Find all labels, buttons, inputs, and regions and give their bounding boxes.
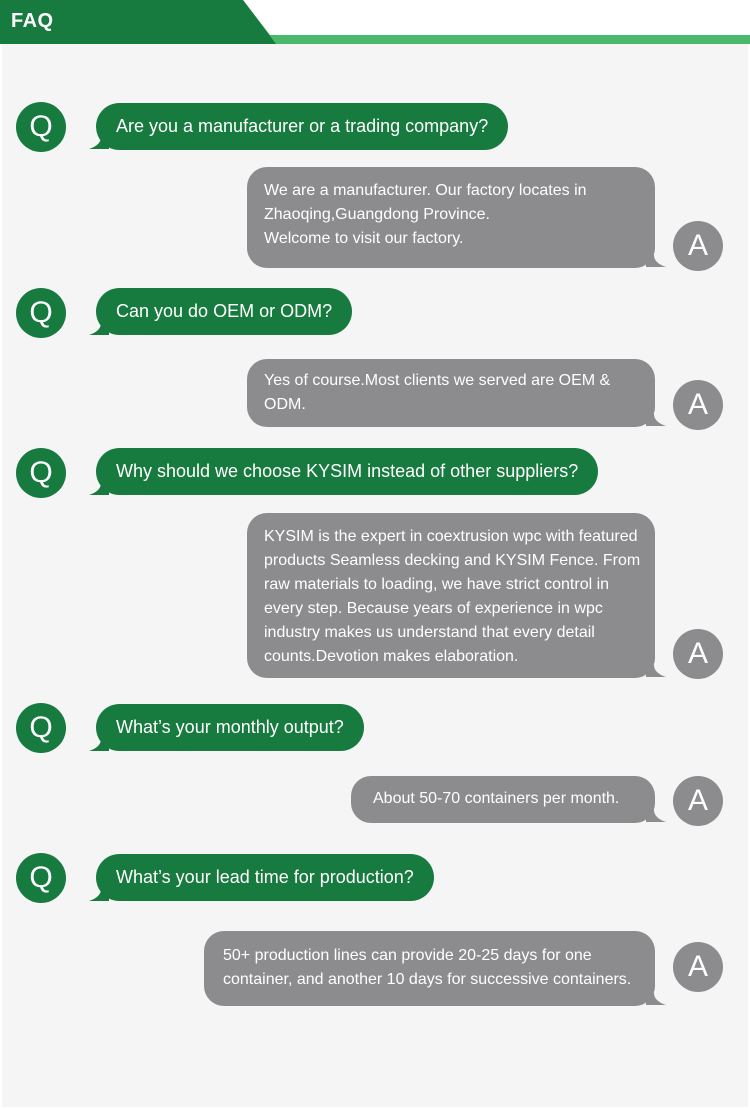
answer-line: 50+ production lines can provide 20-25 days for one (223, 947, 592, 964)
answer-line: raw materials to loading, we have strict control in (264, 576, 610, 593)
answer-line: Welcome to visit our factory. (264, 230, 464, 247)
answer-bubble (247, 359, 655, 427)
answer-line: container, and another 10 days for successive containers. (223, 971, 632, 988)
question-marker: Q (16, 288, 66, 338)
question-marker: Q (16, 102, 66, 152)
question-marker: Q (16, 448, 66, 498)
answer-line: counts.Devotion makes elaboration. (264, 648, 519, 665)
question-bubble: Can you do OEM or ODM? (96, 288, 352, 335)
question-bubble: Why should we choose KYSIM instead of other suppliers? (96, 448, 598, 495)
answer-line: products Seamless decking and KYSIM Fence. From (264, 552, 641, 569)
page-title: FAQ (11, 10, 54, 32)
header-banner (0, 0, 750, 44)
answer-line: KYSIM is the expert in coextrusion wpc with featured (264, 528, 638, 545)
question-bubble: What’s your lead time for production? (96, 854, 434, 901)
answer-marker: A (673, 221, 723, 271)
question-bubble: What’s your monthly output? (96, 704, 364, 751)
answer-line: every step. Because years of experience in wpc (264, 600, 603, 617)
answer-line: We are a manufacturer. Our factory locates in (264, 182, 587, 199)
answer-bubble-tail (646, 993, 666, 1007)
answer-marker: A (673, 942, 723, 992)
answer-bubble (247, 513, 655, 678)
answer-line: About 50-70 containers per month. (373, 790, 620, 807)
answer-bubble (204, 931, 655, 1006)
question-marker: Q (16, 853, 66, 903)
answer-bubble-tail (646, 414, 666, 428)
answer-line: ODM. (264, 396, 306, 413)
answer-marker: A (673, 380, 723, 430)
answer-bubble-tail (646, 255, 666, 269)
answer-bubble (247, 167, 655, 268)
answer-line: Yes of course.Most clients we served are OEM & (264, 372, 611, 389)
answer-marker: A (673, 629, 723, 679)
faq-header (0, 0, 750, 44)
question-bubble: Are you a manufacturer or a trading company? (96, 103, 508, 150)
answer-bubble-tail (646, 810, 666, 824)
answer-bubble (351, 776, 655, 823)
question-marker: Q (16, 703, 66, 753)
answer-line: industry makes us understand that every detail (264, 624, 595, 641)
answer-marker: A (673, 776, 723, 826)
answer-line: Zhaoqing,Guangdong Province. (264, 206, 490, 223)
answer-bubble-tail (646, 665, 666, 679)
